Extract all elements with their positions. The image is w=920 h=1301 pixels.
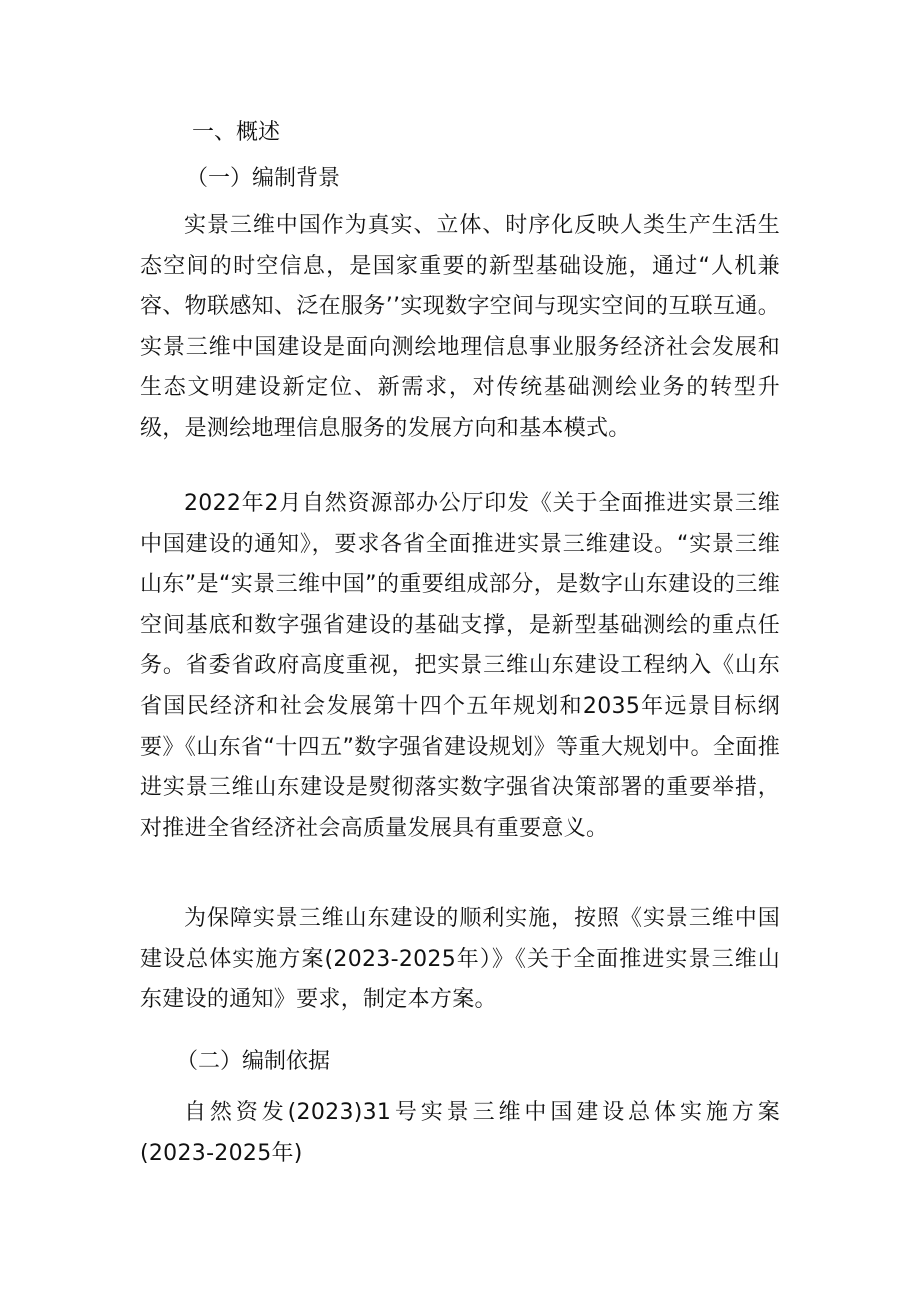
- paragraph-basis: 自然资发(2023)31号实景三维中国建设总体实施方案(2023-2025年): [140, 1100, 780, 1166]
- subsection-title-basis: （二）编制依据: [176, 1049, 331, 1074]
- section-title: 一、概述: [192, 120, 281, 145]
- paragraph-background: 实景三维中国作为真实、立体、时序化反映人类生产生活生态空间的时空信息，是国家重要的新型基础设施，通过“人机兼容、物联感知、泛在服务’’实现数字空间与现实空间的互联互通。实景三维中国建设是面向测绘地理信息事业服务经济社会发展和生态文明建设新定位、新需求，对传统基础测绘业务的转型升级，是测绘地理信息服务的发展方向和基本模式。: [140, 213, 780, 441]
- paragraph-purpose: 为保障实景三维山东建设的顺利实施，按照《实景三维中国建设总体实施方案(2023-2025年）》《关于全面推进实景三维山东建设的通知》要求，制定本方案。: [140, 906, 780, 1013]
- paragraph-notice: 2022年2月自然资源部办公厅印发《关于全面推进实景三维中国建设的通知》，要求各省全面推进实景三维建设。“实景三维山东”是“实景三维中国”的重要组成部分，是数字山东建设的三维空间基底和数字强省建设的基础支撑，是新型基础测绘的重点任务。省委省政府高度重视，把实景三维山东建设工程纳入《山东省国民经济和社会发展第十四个五年规划和2035年远景目标纲要》《山东省“十四五”数字强省建设规划》等重大规划中。全面推进实景三维山东建设是熨彻落实数字强省决策部署的重要举措，对推进全省经济社会高质量发展具有重要意义。: [140, 491, 780, 841]
- subsection-title-background: （一）编制背景: [186, 166, 341, 191]
